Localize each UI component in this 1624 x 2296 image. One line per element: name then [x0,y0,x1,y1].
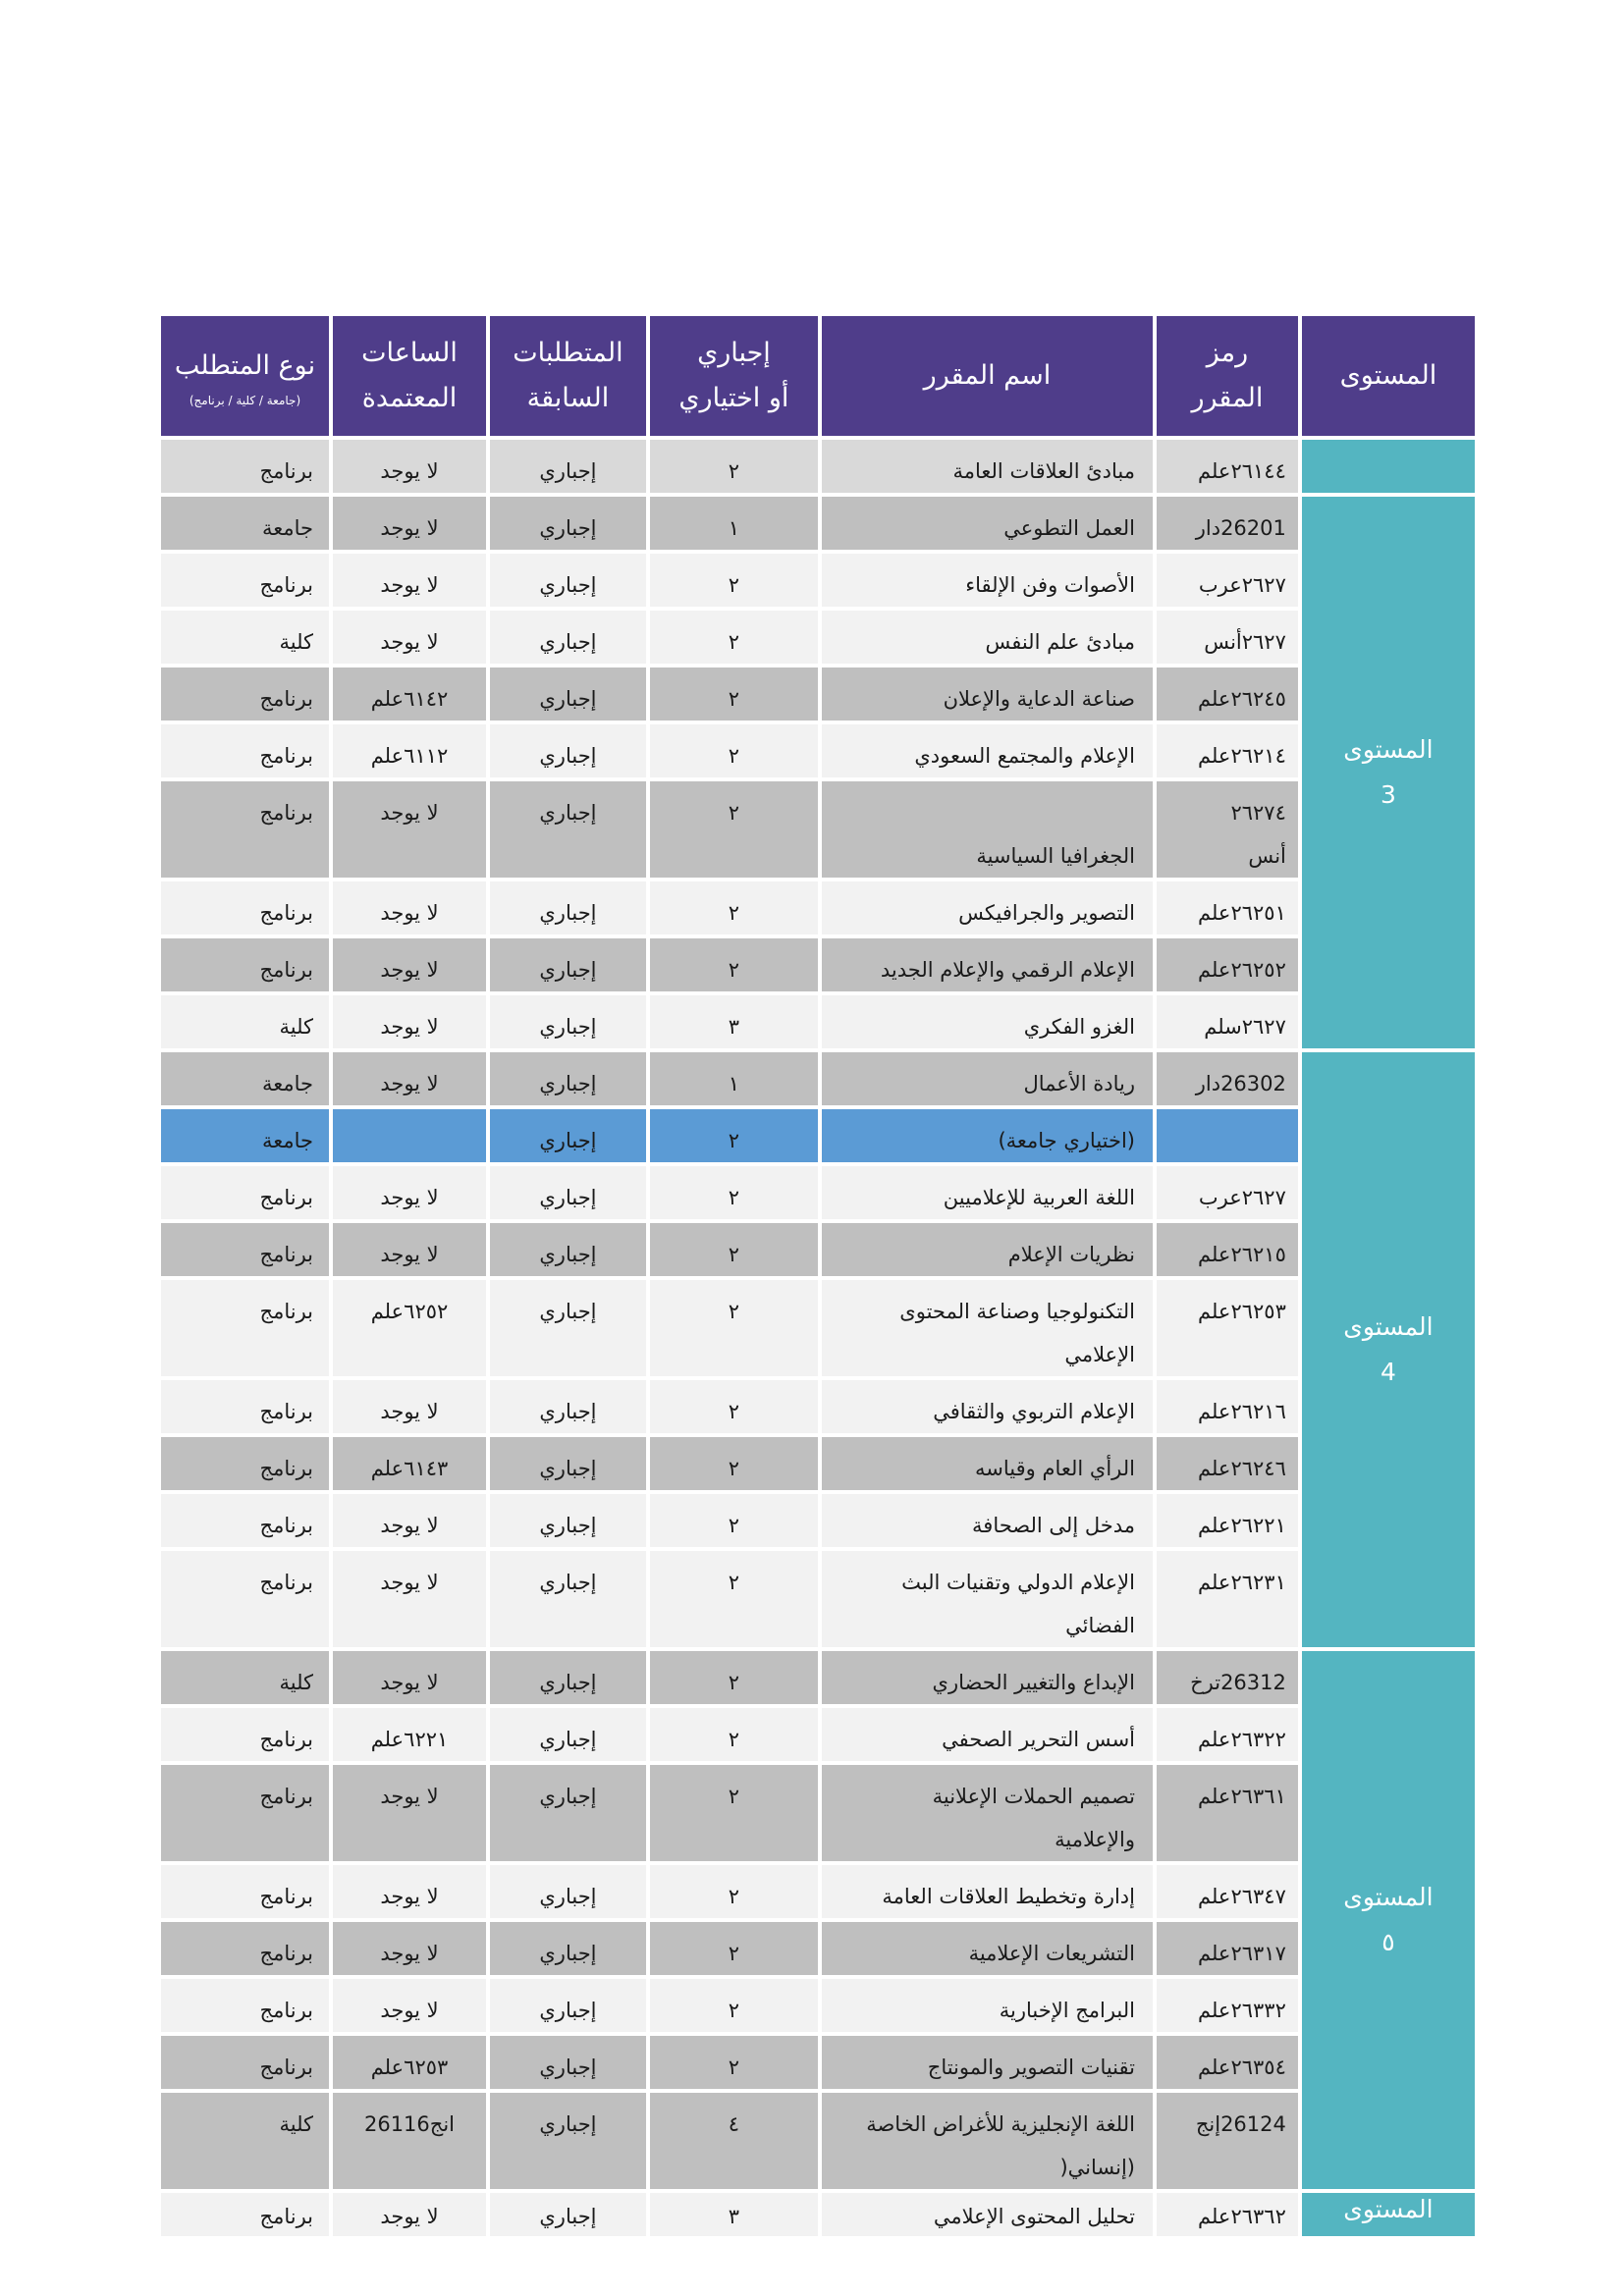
cell-name: البرامج الإخبارية [822,1979,1153,2032]
table-row [161,1223,1475,1276]
cell-type: جامعة [161,1109,329,1162]
cell-type: برنامج [161,1223,329,1276]
cell-type: برنامج [161,781,329,878]
table-row [161,611,1475,664]
table-row [161,1380,1475,1433]
table-row [161,667,1475,721]
header-level: المستوى [1302,316,1475,436]
cell-name: الرأي العام وقياسه [822,1437,1153,1490]
cell-req: ٢ [650,1109,818,1162]
header-required: إجباري أو اختياري [650,316,818,436]
cell-req: ٢ [650,554,818,607]
cell-name: الغزو الفكري [822,995,1153,1048]
cell-req: ٢ [650,938,818,991]
cell-code: ٢٦٢٧عرب [1157,554,1298,607]
cell-pre: إجباري [490,1708,646,1761]
cell-code: ٢٦٣٦١علم [1157,1765,1298,1861]
cell-code: ٢٦٢٤٦علم [1157,1437,1298,1490]
cell-type: برنامج [161,1765,329,1861]
table-row [161,1437,1475,1490]
cell-code: 26124إنج [1157,2093,1298,2189]
cell-name: الإبداع والتغيير الحضاري [822,1651,1153,1704]
cell-req: ٢ [650,1280,818,1376]
cell-pre: إجباري [490,1437,646,1490]
cell-name: أسس التحرير الصحفي [822,1708,1153,1761]
cell-type: برنامج [161,724,329,777]
cell-hrs: لا يوجد [333,938,486,991]
cell-hrs: ٦٢٥٢علم [333,1280,486,1376]
cell-name: التكنولوجيا وصناعة المحتوى الإعلامي [822,1280,1153,1376]
table-row [161,1765,1475,1861]
cell-hrs: لا يوجد [333,995,486,1048]
table-row [161,724,1475,777]
cell-name: (اختياري جامعة) [822,1109,1153,1162]
header-code: رمز المقرر [1157,316,1298,436]
cell-req: ١ [650,1052,818,1105]
header-hours: الساعات المعتمدة [333,316,486,436]
cell-code: ٢٦٢٥١علم [1157,881,1298,934]
cell-type: كلية [161,611,329,664]
cell-pre: إجباري [490,554,646,607]
cell-type: برنامج [161,1166,329,1219]
level-cell: المستوى ٥ [1302,1651,1475,2189]
cell-hrs [333,1109,486,1162]
cell-name: مبادئ علم النفس [822,611,1153,664]
cell-pre: إجباري [490,497,646,550]
cell-hrs: لا يوجد [333,1380,486,1433]
cell-req: ٢ [650,440,818,493]
table-row [161,881,1475,934]
cell-name: الإعلام الرقمي والإعلام الجديد [822,938,1153,991]
cell-code: 26312ترخ [1157,1651,1298,1704]
cell-hrs: ٦٢٢١علم [333,1708,486,1761]
cell-name: الإعلام التربوي والثقافي [822,1380,1153,1433]
cell-req: ٢ [650,881,818,934]
cell-req: ٢ [650,724,818,777]
cell-pre: إجباري [490,1651,646,1704]
cell-code: ٢٦٢١٤علم [1157,724,1298,777]
cell-hrs: لا يوجد [333,1223,486,1276]
cell-hrs: ٦٢٥٣علم [333,2036,486,2089]
cell-code: ٢٦٢٧عرب [1157,1166,1298,1219]
cell-req: ١ [650,497,818,550]
cell-type: برنامج [161,554,329,607]
table-row [161,2193,1475,2236]
cell-pre: إجباري [490,440,646,493]
cell-hrs: ٦١٤٣علم [333,1437,486,1490]
table-row [161,1865,1475,1918]
cell-name: اللغة الإنجليزية للأغراض الخاصة (إنساني( [822,2093,1153,2189]
cell-code: ٢٦٢٤٥علم [1157,667,1298,721]
cell-pre: إجباري [490,1109,646,1162]
cell-code: ٢٦٢٧أنس [1157,611,1298,664]
table-row [161,554,1475,607]
cell-pre: إجباري [490,1865,646,1918]
header-type: نوع المتطلب (جامعة / كلية / برنامج) [161,316,329,436]
table-row [161,2093,1475,2189]
level-cell: المستوى 4 [1302,1052,1475,1647]
cell-code: ٢٦١٤٤علم [1157,440,1298,493]
study-plan-table [157,312,1479,2240]
cell-req: ٢ [650,1166,818,1219]
cell-pre: إجباري [490,1979,646,2032]
cell-req: ٢ [650,2036,818,2089]
cell-name: الإعلام الدولي وتقنيات البث الفضائي [822,1551,1153,1647]
cell-name: تحليل المحتوى الإعلامي [822,2193,1153,2236]
cell-type: برنامج [161,1551,329,1647]
cell-req: ٣ [650,2193,818,2236]
cell-pre: إجباري [490,1922,646,1975]
cell-type: برنامج [161,2036,329,2089]
cell-pre: إجباري [490,781,646,878]
table-row [161,1494,1475,1547]
cell-name: مدخل إلى الصحافة [822,1494,1153,1547]
cell-hrs: لا يوجد [333,1865,486,1918]
cell-hrs: لا يوجد [333,1551,486,1647]
cell-pre: إجباري [490,1052,646,1105]
cell-code: ٢٦٢١٥علم [1157,1223,1298,1276]
cell-code: ٢٦٢١٦علم [1157,1380,1298,1433]
cell-hrs: لا يوجد [333,554,486,607]
cell-req: ٢ [650,1437,818,1490]
cell-type: برنامج [161,440,329,493]
header-row [161,316,1475,436]
cell-req: ٢ [650,1551,818,1647]
cell-type: برنامج [161,1922,329,1975]
cell-code: ٢٦٢٢١علم [1157,1494,1298,1547]
level-cell [1302,440,1475,493]
cell-hrs: لا يوجد [333,1651,486,1704]
cell-code: ٢٦٣٥٤علم [1157,2036,1298,2089]
cell-req: ٢ [650,1865,818,1918]
cell-type: برنامج [161,1280,329,1376]
cell-type: كلية [161,995,329,1048]
cell-pre: إجباري [490,995,646,1048]
cell-hrs: لا يوجد [333,497,486,550]
table-row [161,1651,1475,1704]
cell-hrs: لا يوجد [333,1166,486,1219]
cell-req: ٢ [650,1651,818,1704]
table-row [161,938,1475,991]
header-type-note: (جامعة / كلية / برنامج) [189,394,301,407]
cell-name: نظريات الإعلام [822,1223,1153,1276]
cell-req: ٢ [650,1380,818,1433]
cell-type: برنامج [161,881,329,934]
cell-code: ٢٦٢٥٣علم [1157,1280,1298,1376]
cell-type: برنامج [161,1380,329,1433]
cell-hrs: لا يوجد [333,611,486,664]
cell-req: ٢ [650,1223,818,1276]
cell-name: التشريعات الإعلامية [822,1922,1153,1975]
cell-type: كلية [161,1651,329,1704]
cell-pre: إجباري [490,2193,646,2236]
cell-type: برنامج [161,667,329,721]
table-row [161,1922,1475,1975]
table-row [161,995,1475,1048]
cell-pre: إجباري [490,881,646,934]
cell-name: ريادة الأعمال [822,1052,1153,1105]
cell-code: ٢٦٢٥٢علم [1157,938,1298,991]
cell-pre: إجباري [490,1765,646,1861]
cell-pre: إجباري [490,667,646,721]
cell-req: ٣ [650,995,818,1048]
table-row [161,497,1475,550]
table-row [161,1052,1475,1105]
cell-type: برنامج [161,2193,329,2236]
cell-code: ٢٦٣٦٢علم [1157,2193,1298,2236]
cell-name: الجغرافيا السياسية [822,781,1153,878]
cell-hrs: لا يوجد [333,1765,486,1861]
table-row [161,440,1475,493]
cell-code: ٢٦٢٧٤ أنس [1157,781,1298,878]
cell-pre: إجباري [490,1223,646,1276]
cell-code: ٢٦٣٢٢علم [1157,1708,1298,1761]
cell-code: ٢٦٢٣١علم [1157,1551,1298,1647]
cell-req: ٤ [650,2093,818,2189]
header-prereq: المتطلبات السابقة [490,316,646,436]
cell-name: التصوير والجرافيكس [822,881,1153,934]
table-row [161,781,1475,878]
table-row [161,1708,1475,1761]
cell-hrs: لا يوجد [333,1922,486,1975]
cell-code: ٢٦٣١٧علم [1157,1922,1298,1975]
cell-hrs: لا يوجد [333,881,486,934]
cell-code: 26201دار [1157,497,1298,550]
cell-type: برنامج [161,1865,329,1918]
cell-req: ٢ [650,611,818,664]
cell-code: 26302دار [1157,1052,1298,1105]
cell-pre: إجباري [490,1380,646,1433]
cell-type: جامعة [161,1052,329,1105]
cell-name: اللغة العربية للإعلاميين [822,1166,1153,1219]
cell-type: برنامج [161,1708,329,1761]
cell-type: كلية [161,2093,329,2189]
cell-req: ٢ [650,1922,818,1975]
cell-pre: إجباري [490,1166,646,1219]
cell-name: الإعلام والمجتمع السعودي [822,724,1153,777]
cell-hrs: لا يوجد [333,1052,486,1105]
cell-req: ٢ [650,1979,818,2032]
cell-pre: إجباري [490,611,646,664]
cell-name: صناعة الدعاية والإعلان [822,667,1153,721]
cell-req: ٢ [650,781,818,878]
cell-hrs: لا يوجد [333,781,486,878]
level-cell: المستوى [1302,2193,1475,2236]
cell-code: ٢٦٣٤٧علم [1157,1865,1298,1918]
cell-pre: إجباري [490,938,646,991]
cell-pre: إجباري [490,1280,646,1376]
cell-name: تصميم الحملات الإعلانية والإعلامية [822,1765,1153,1861]
cell-pre: إجباري [490,1494,646,1547]
cell-req: ٢ [650,1765,818,1861]
header-name: اسم المقرر [822,316,1153,436]
cell-hrs: ٦١١٢علم [333,724,486,777]
cell-code [1157,1109,1298,1162]
cell-hrs: لا يوجد [333,1979,486,2032]
cell-pre: إجباري [490,2036,646,2089]
level-cell: المستوى 3 [1302,497,1475,1048]
cell-req: ٢ [650,1708,818,1761]
cell-req: ٢ [650,1494,818,1547]
cell-pre: إجباري [490,724,646,777]
table-row [161,1166,1475,1219]
cell-hrs: 26116انج [333,2093,486,2189]
table-row [161,1109,1475,1162]
table-row [161,1551,1475,1647]
cell-type: برنامج [161,1437,329,1490]
cell-type: برنامج [161,938,329,991]
cell-code: ٢٦٢٧سلم [1157,995,1298,1048]
cell-type: برنامج [161,1494,329,1547]
cell-type: برنامج [161,1979,329,2032]
cell-hrs: ٦١٤٢علم [333,667,486,721]
cell-name: مبادئ العلاقات العامة [822,440,1153,493]
cell-hrs: لا يوجد [333,2193,486,2236]
table-row [161,2036,1475,2089]
cell-type: جامعة [161,497,329,550]
cell-name: العمل التطوعي [822,497,1153,550]
cell-name: الأصوات وفن الإلقاء [822,554,1153,607]
cell-code: ٢٦٣٣٢علم [1157,1979,1298,2032]
cell-pre: إجباري [490,2093,646,2189]
cell-hrs: لا يوجد [333,1494,486,1547]
table-row [161,1979,1475,2032]
cell-name: تقنيات التصوير والمونتاج [822,2036,1153,2089]
cell-hrs: لا يوجد [333,440,486,493]
cell-name: إدارة وتخطيط العلاقات العامة [822,1865,1153,1918]
cell-pre: إجباري [490,1551,646,1647]
cell-req: ٢ [650,667,818,721]
table-row [161,1280,1475,1376]
